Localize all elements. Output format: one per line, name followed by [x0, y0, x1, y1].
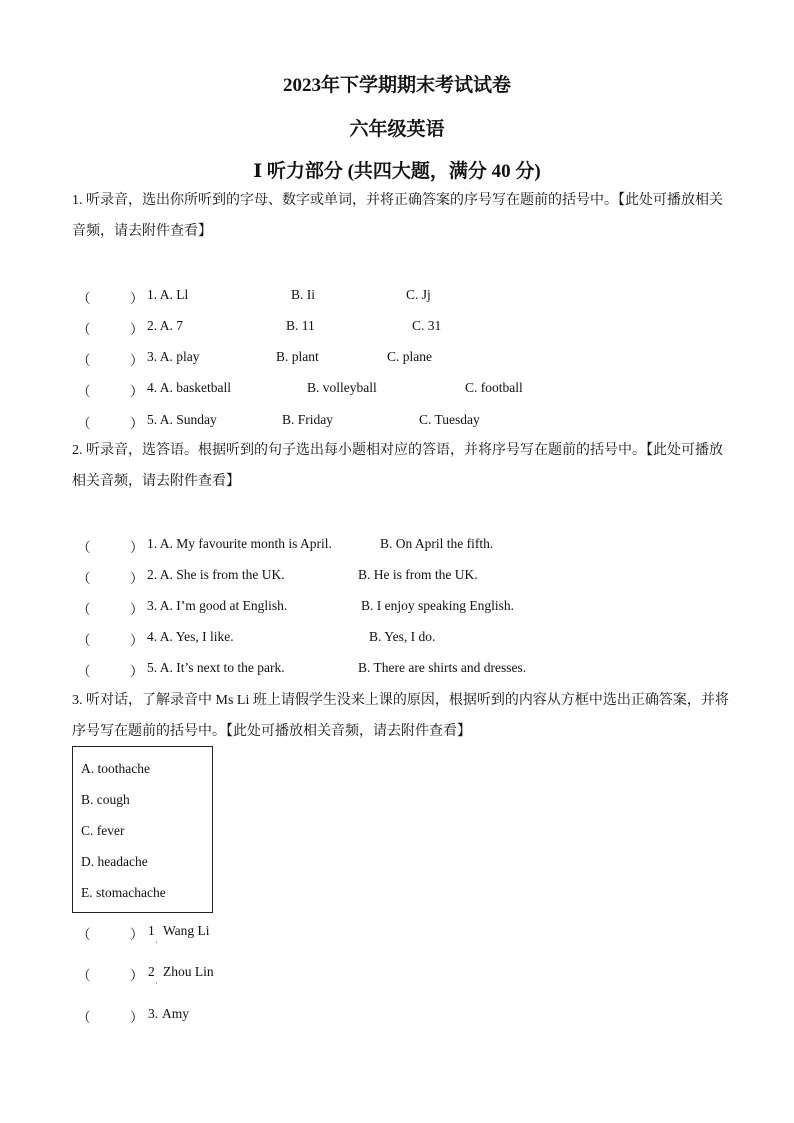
option-a: 1. A. Ll — [147, 287, 189, 302]
answer-paren-right: ） — [130, 322, 144, 337]
student-name: Wang Li — [163, 923, 210, 938]
answer-paren-right: ） — [130, 540, 144, 555]
page-subtitle: 六年级英语 — [349, 119, 445, 140]
item-number: 2 — [148, 964, 155, 979]
box-option: E. stomachache — [81, 885, 166, 900]
answer-paren-left: （ — [77, 664, 91, 679]
option-b: B. There are shirts and dresses. — [358, 660, 527, 675]
option-b: B. On April the fifth. — [380, 536, 494, 551]
answer-paren-right: ） — [130, 968, 144, 983]
item-number: 1 — [148, 923, 155, 938]
answer-paren-right: ） — [130, 384, 144, 399]
q1-instruction: 1. 听录音，选出你所听到的字母、数字或单词，并将正确答案的序号写在题前的括号中。【此处可播放相关音频，请去附件查看】 — [72, 193, 723, 239]
answer-paren-left: （ — [77, 540, 91, 555]
box-option: C. fever — [81, 823, 125, 838]
answer-paren-right: ） — [130, 353, 144, 368]
dot-mark: · — [155, 938, 158, 947]
option-b: B. Ii — [291, 287, 316, 302]
option-b: B. Yes, I do. — [369, 629, 436, 644]
q3-instruction: 3. 听对话，了解录音中 Ms Li 班上请假学生没来上课的原因，根据听到的内容从方框中选出正确答案，并将序号写在题前的括号中。【此处可播放相关音频，请去附件查看】 — [72, 693, 729, 739]
box-option: A. toothache — [81, 761, 150, 776]
option-a: 5. A. Sunday — [147, 412, 217, 427]
dot-mark: · — [155, 979, 158, 988]
option-a: 3. A. play — [147, 349, 200, 364]
student-name: Amy — [162, 1006, 189, 1021]
section-heading: Ⅰ 听力部分 (共四大题，满分 40 分) — [253, 161, 541, 182]
option-b: B. plant — [276, 349, 319, 364]
box-option: B. cough — [81, 792, 130, 807]
answer-paren-left: （ — [77, 322, 91, 337]
item-number: 3. — [148, 1006, 159, 1021]
option-c: C. plane — [387, 349, 432, 364]
option-c: C. football — [465, 380, 523, 395]
option-c: C. Jj — [406, 287, 431, 302]
answer-paren-left: （ — [77, 353, 91, 368]
options-box — [72, 746, 213, 913]
answer-paren-left: （ — [77, 968, 91, 983]
student-name: Zhou Lin — [163, 964, 214, 979]
option-a: 4. A. Yes, I like. — [147, 629, 234, 644]
option-b: B. He is from the UK. — [358, 567, 478, 582]
answer-paren-left: （ — [77, 1010, 91, 1025]
answer-paren-left: （ — [77, 602, 91, 617]
q2-instruction: 2. 听录音，选答语。根据听到的句子选出每小题相对应的答语，并将序号写在题前的括号中。【此处可播放相关音频，请去附件查看】 — [72, 443, 723, 489]
option-a: 4. A. basketball — [147, 380, 231, 395]
option-a: 1. A. My favourite month is April. — [147, 536, 332, 551]
answer-paren-right: ） — [130, 927, 144, 942]
option-b: B. I enjoy speaking English. — [361, 598, 514, 613]
answer-paren-right: ） — [130, 633, 144, 648]
answer-paren-left: （ — [77, 571, 91, 586]
option-a: 2. A. 7 — [147, 318, 184, 333]
option-b: B. volleyball — [307, 380, 377, 395]
option-b: B. 11 — [286, 318, 315, 333]
answer-paren-left: （ — [77, 927, 91, 942]
option-c: C. Tuesday — [419, 412, 480, 427]
option-a: 2. A. She is from the UK. — [147, 567, 285, 582]
page-title: 2023年下学期期末考试试卷 — [282, 75, 511, 96]
answer-paren-right: ） — [130, 1010, 144, 1025]
answer-paren-left: （ — [77, 633, 91, 648]
option-a: 5. A. It’s next to the park. — [147, 660, 285, 675]
option-b: B. Friday — [282, 412, 334, 427]
answer-paren-right: ） — [130, 291, 144, 306]
answer-paren-right: ） — [130, 571, 144, 586]
answer-paren-right: ） — [130, 416, 144, 431]
answer-paren-left: （ — [77, 384, 91, 399]
answer-paren-left: （ — [77, 291, 91, 306]
answer-paren-right: ） — [130, 602, 144, 617]
box-option: D. headache — [81, 854, 148, 869]
option-a: 3. A. I’m good at English. — [147, 598, 288, 613]
answer-paren-left: （ — [77, 416, 91, 431]
option-c: C. 31 — [412, 318, 442, 333]
answer-paren-right: ） — [130, 664, 144, 679]
